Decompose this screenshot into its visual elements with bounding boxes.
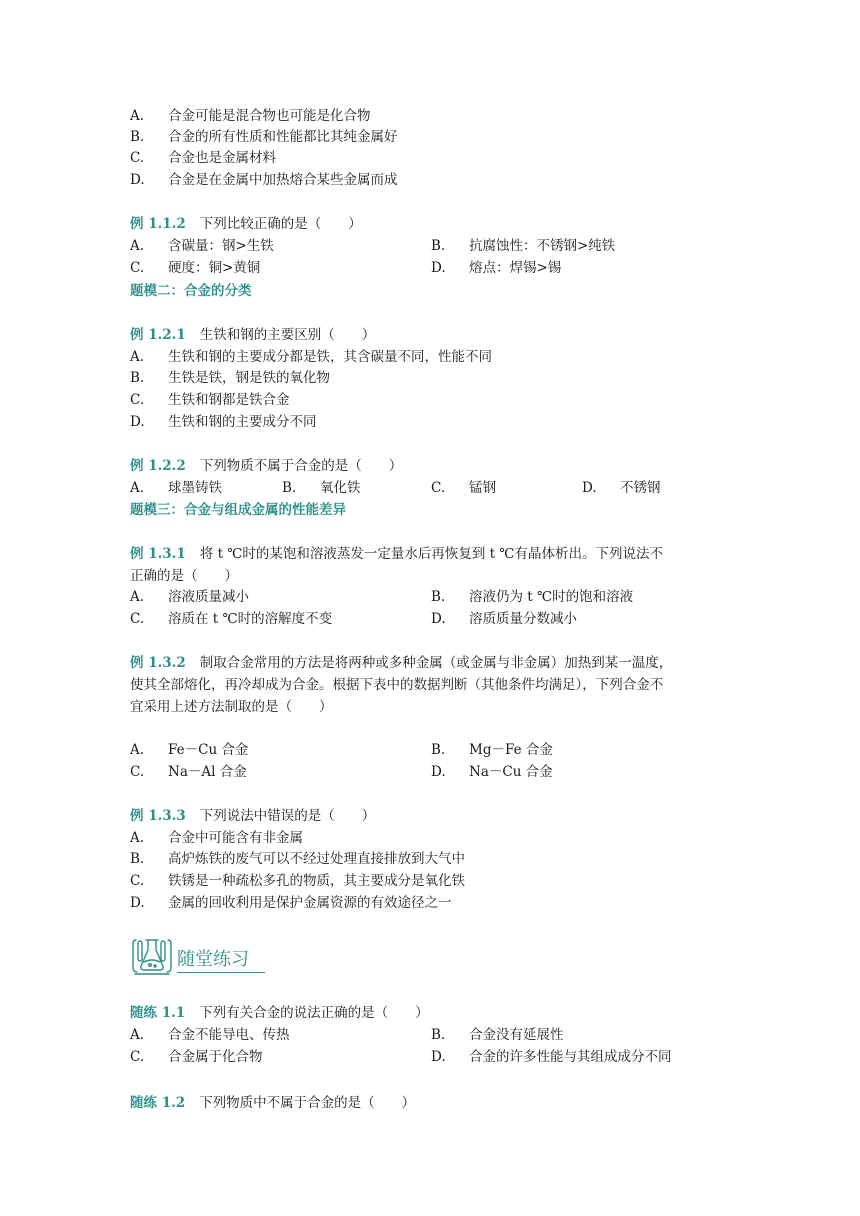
option-a: A. 合金不能导电、传热 bbox=[130, 1027, 290, 1043]
option-a: A. Fe－Cu 合金 bbox=[130, 742, 249, 758]
question-id: 例 1.2.1 bbox=[130, 327, 186, 343]
lab-flask-icon bbox=[130, 936, 174, 976]
option-d: D. 溶质质量分数减小 bbox=[431, 611, 577, 627]
option-c: C. 生铁和钢都是铁合金 bbox=[130, 392, 290, 408]
section-heading: 题模二：合金的分类 bbox=[130, 283, 252, 299]
option-c: C. 合金也是金属材料 bbox=[130, 150, 276, 166]
option-b: B. 抗腐蚀性：不锈钢>纯铁 bbox=[431, 238, 616, 254]
option-d: D. 生铁和钢的主要成分不同 bbox=[130, 414, 317, 430]
question-stem-continued: 正确的是（ ） bbox=[130, 568, 238, 584]
question-stem: 例 1.3.2 制取合金常用的方法是将两种或多种金属（或金属与非金属）加热到某一温度， bbox=[130, 655, 673, 671]
option-b: B. 高炉炼铁的废气可以不经过处理直接排放到大气中 bbox=[130, 851, 465, 867]
option-d: D. 合金是在金属中加热熔合某些金属而成 bbox=[130, 172, 398, 188]
question-stem-continued: 使其全部熔化，再冷却成为合金。根据下表中的数据判断（其他条件均满足），下列合金不 bbox=[130, 677, 664, 693]
question-id: 例 1.3.3 bbox=[130, 808, 186, 824]
section-heading: 题模三：合金与组成金属的性能差异 bbox=[130, 502, 346, 518]
option-a: A. 生铁和钢的主要成分都是铁，其含碳量不同，性能不同 bbox=[130, 349, 492, 365]
question-stem: 例 1.2.1 生铁和钢的主要区别（ ） bbox=[130, 327, 376, 343]
section-title: 随堂练习 bbox=[177, 948, 265, 973]
option-a: A. 球墨铸铁 bbox=[130, 480, 222, 496]
question-stem: 例 1.3.3 下列说法中错误的是（ ） bbox=[130, 808, 376, 824]
option-a: A. 含碳量：钢>生铁 bbox=[130, 238, 274, 254]
option-a: A. 溶液质量减小 bbox=[130, 589, 249, 605]
option-d: D. 熔点：焊锡>锡 bbox=[431, 260, 562, 276]
option-a: A. 合金中可能含有非金属 bbox=[130, 830, 303, 846]
option-c: C. 溶质在 t ℃时的溶解度不变 bbox=[130, 611, 333, 627]
option-d: D. 合金的许多性能与其组成成分不同 bbox=[431, 1049, 672, 1065]
question-stem: 例 1.3.1 将 t ℃时的某饱和溶液蒸发一定量水后再恢复到 t ℃有晶体析出。下列说法不 bbox=[130, 546, 663, 562]
question-id: 例 1.2.2 bbox=[130, 458, 186, 474]
option-c: C. 硬度：铜>黄铜 bbox=[130, 260, 261, 276]
option-b: B. 合金的所有性质和性能都比其纯金属好 bbox=[130, 129, 398, 145]
option-a: A. 合金可能是混合物也可能是化合物 bbox=[130, 108, 371, 124]
option-b: B. 生铁是铁，钢是铁的氧化物 bbox=[130, 370, 330, 386]
option-b: B. 氧化铁 bbox=[282, 480, 361, 496]
option-b: B. Mg－Fe 合金 bbox=[431, 742, 553, 758]
option-d: D. 不锈钢 bbox=[582, 480, 661, 496]
option-c: C. Na－Al 合金 bbox=[130, 764, 247, 780]
question-stem: 例 1.1.2 下列比较正确的是（ ） bbox=[130, 216, 362, 232]
question-id: 例 1.3.1 bbox=[130, 546, 186, 562]
option-d: D. Na－Cu 合金 bbox=[431, 764, 553, 780]
question-id: 例 1.1.2 bbox=[130, 216, 186, 232]
option-c: C. 合金属于化合物 bbox=[130, 1049, 263, 1065]
option-c: C. 锰钢 bbox=[431, 480, 496, 496]
question-id: 例 1.3.2 bbox=[130, 655, 186, 671]
question-stem: 例 1.2.2 下列物质不属于合金的是（ ） bbox=[130, 458, 403, 474]
option-b: B. 溶液仍为 t ℃时的饱和溶液 bbox=[431, 589, 634, 605]
question-id: 随练 1.1 bbox=[130, 1005, 186, 1021]
question-stem-continued: 宜采用上述方法制取的是（ ） bbox=[130, 699, 333, 715]
option-d: D. 金属的回收利用是保护金属资源的有效途径之一 bbox=[130, 895, 452, 911]
question-id: 随练 1.2 bbox=[130, 1095, 186, 1111]
option-b: B. 合金没有延展性 bbox=[431, 1027, 564, 1043]
question-stem: 随练 1.2 下列物质中不属于合金的是（ ） bbox=[130, 1095, 416, 1111]
option-c: C. 铁锈是一种疏松多孔的物质，其主要成分是氧化铁 bbox=[130, 873, 465, 889]
question-stem: 随练 1.1 下列有关合金的说法正确的是（ ） bbox=[130, 1005, 429, 1021]
